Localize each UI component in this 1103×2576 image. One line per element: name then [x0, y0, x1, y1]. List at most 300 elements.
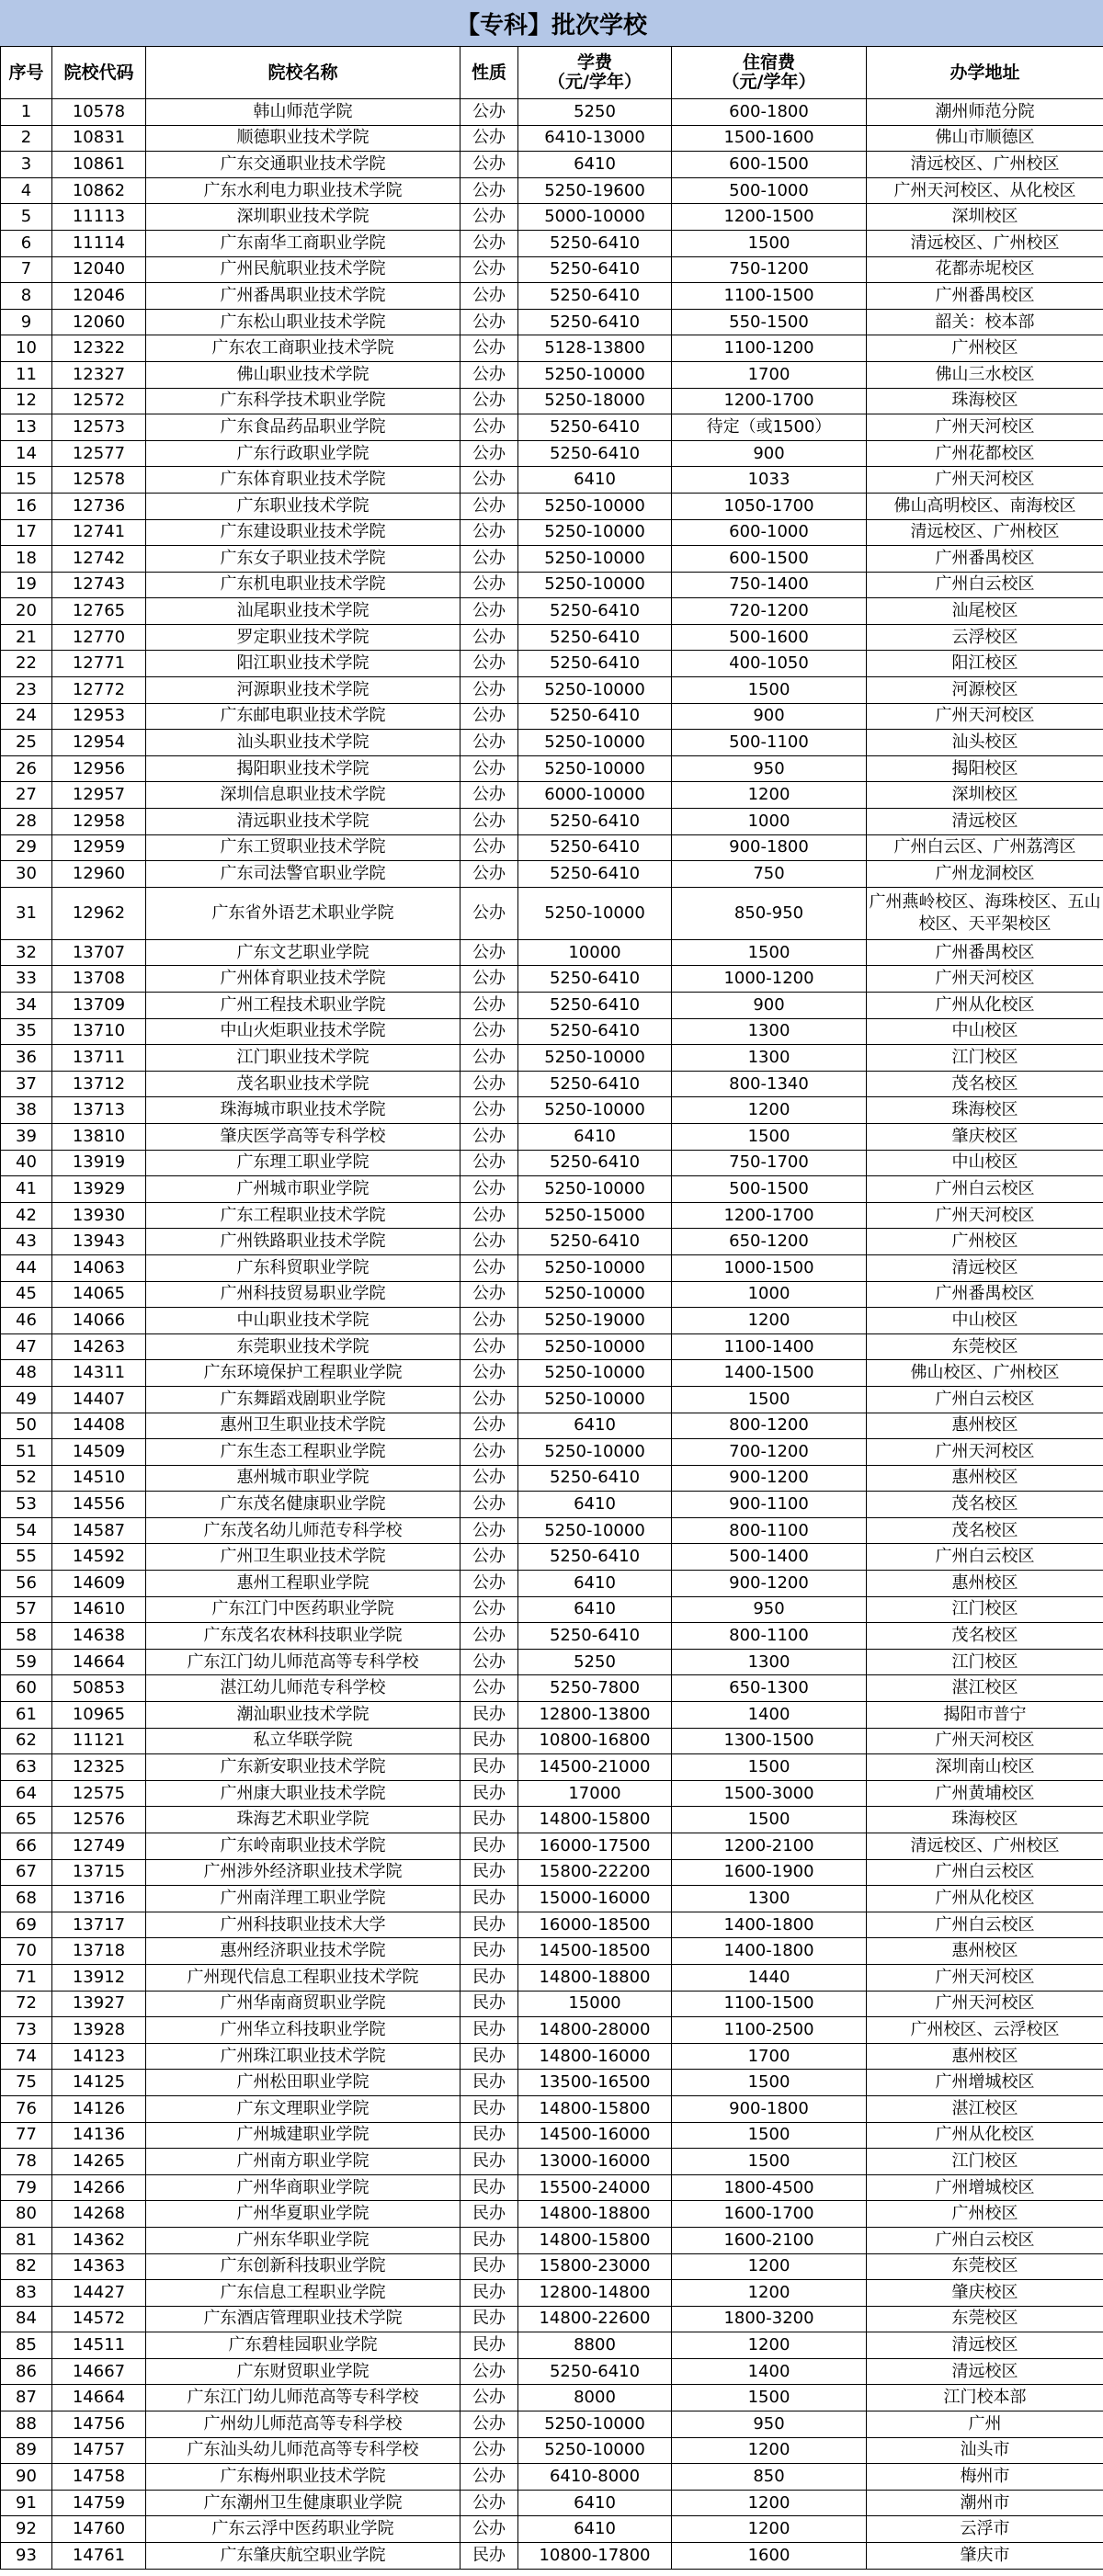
table-row — [1, 1702, 1103, 1729]
cell-code: 12325 — [52, 1754, 146, 1781]
cell-address: 潮州市 — [867, 2490, 1103, 2516]
cell-tuition: 6410 — [518, 1413, 672, 1439]
cell-lodging: 750-1200 — [672, 256, 867, 283]
cell-tuition: 5250-6410 — [518, 1150, 672, 1176]
cell-name: 广东水利电力职业技术学院 — [146, 177, 461, 204]
table-row — [1, 2385, 1103, 2411]
table-row — [1, 2516, 1103, 2543]
table-body — [1, 99, 1103, 2570]
table-row — [1, 2332, 1103, 2359]
cell-seq: 33 — [1, 966, 52, 993]
cell-name: 肇庆医学高等专科学校 — [146, 1123, 461, 1150]
cell-lodging: 720-1200 — [672, 598, 867, 625]
cell-code: 12578 — [52, 467, 146, 494]
table-row — [1, 1754, 1103, 1781]
cell-tuition: 5250-6410 — [518, 809, 672, 835]
cell-name: 汕尾职业技术学院 — [146, 598, 461, 625]
cell-code: 14362 — [52, 2227, 146, 2253]
cell-type: 公办 — [461, 677, 518, 704]
cell-name: 广东工程职业技术学院 — [146, 1202, 461, 1229]
cell-lodging: 400-1050 — [672, 651, 867, 677]
cell-lodging: 1400-1500 — [672, 1360, 867, 1387]
cell-tuition: 14500-16000 — [518, 2122, 672, 2149]
cell-lodging: 750 — [672, 861, 867, 888]
cell-address: 广州天河校区 — [867, 1202, 1103, 1229]
cell-name: 广东职业技术学院 — [146, 493, 461, 519]
cell-lodging: 1400 — [672, 1702, 867, 1729]
cell-address: 江门校区 — [867, 2149, 1103, 2175]
cell-name: 广东茂名幼儿师范专科学校 — [146, 1517, 461, 1544]
cell-address: 广州天河校区 — [867, 703, 1103, 730]
cell-lodging: 1500-1600 — [672, 125, 867, 152]
cell-type: 公办 — [461, 256, 518, 283]
cell-seq: 66 — [1, 1833, 52, 1860]
cell-seq: 56 — [1, 1571, 52, 1597]
table-row — [1, 204, 1103, 231]
cell-code: 13929 — [52, 1176, 146, 1203]
cell-lodging: 550-1500 — [672, 309, 867, 335]
cell-address: 佛山高明校区、南海校区 — [867, 493, 1103, 519]
cell-address: 广州黄埔校区 — [867, 1780, 1103, 1807]
cell-name: 广东新安职业技术学院 — [146, 1754, 461, 1781]
cell-code: 12573 — [52, 414, 146, 441]
cell-type: 公办 — [461, 1623, 518, 1650]
cell-code: 14761 — [52, 2543, 146, 2570]
cell-seq: 7 — [1, 256, 52, 283]
cell-code: 13717 — [52, 1912, 146, 1938]
cell-lodging: 950 — [672, 2411, 867, 2438]
table-row — [1, 2122, 1103, 2149]
cell-type: 公办 — [461, 1517, 518, 1544]
cell-name: 广东司法警官职业学院 — [146, 861, 461, 888]
cell-type: 公办 — [461, 2464, 518, 2491]
cell-address: 广州白云校区 — [867, 572, 1103, 598]
cell-lodging: 1200 — [672, 2437, 867, 2464]
cell-name: 广东肇庆航空职业学院 — [146, 2543, 461, 2570]
table-row — [1, 440, 1103, 467]
cell-code: 13708 — [52, 966, 146, 993]
cell-tuition: 6410 — [518, 2516, 672, 2543]
cell-type: 公办 — [461, 2516, 518, 2543]
cell-address: 梅州市 — [867, 2464, 1103, 2491]
table-row — [1, 1938, 1103, 1965]
cell-seq: 91 — [1, 2490, 52, 2516]
cell-address: 惠州校区 — [867, 1938, 1103, 1965]
table-row — [1, 1675, 1103, 1702]
cell-tuition: 5250-10000 — [518, 2437, 672, 2464]
cell-address: 深圳校区 — [867, 782, 1103, 809]
cell-code: 14510 — [52, 1465, 146, 1492]
cell-code: 14125 — [52, 2070, 146, 2096]
cell-seq: 71 — [1, 1964, 52, 1991]
cell-address: 广州校区 — [867, 335, 1103, 362]
table-row — [1, 1333, 1103, 1360]
cell-tuition: 15000-16000 — [518, 1886, 672, 1912]
table-row — [1, 1596, 1103, 1623]
table-row — [1, 1097, 1103, 1124]
table-row — [1, 493, 1103, 519]
cell-address: 广州校区 — [867, 2201, 1103, 2228]
cell-type: 公办 — [461, 230, 518, 256]
cell-tuition: 5250-6410 — [518, 966, 672, 993]
cell-code: 12577 — [52, 440, 146, 467]
cell-lodging: 1440 — [672, 1964, 867, 1991]
cell-tuition: 5250-10000 — [518, 1281, 672, 1308]
cell-name: 广东茂名农林科技职业学院 — [146, 1623, 461, 1650]
cell-type: 公办 — [461, 388, 518, 414]
cell-name: 广州华立科技职业学院 — [146, 2017, 461, 2044]
table-row — [1, 546, 1103, 573]
cell-name: 广东碧桂园职业学院 — [146, 2332, 461, 2359]
cell-seq: 35 — [1, 1018, 52, 1045]
cell-type: 民办 — [461, 2043, 518, 2070]
cell-lodging: 650-1300 — [672, 1675, 867, 1702]
cell-name: 广州番禺职业技术学院 — [146, 283, 461, 310]
table-row — [1, 414, 1103, 441]
cell-type: 民办 — [461, 1728, 518, 1754]
cell-address: 清远校区、广州校区 — [867, 519, 1103, 546]
cell-tuition: 17000 — [518, 1780, 672, 1807]
table-row — [1, 1859, 1103, 1886]
cell-type: 公办 — [461, 546, 518, 573]
cell-tuition: 5250-6410 — [518, 598, 672, 625]
cell-address: 清远校区、广州校区 — [867, 1833, 1103, 1860]
cell-tuition: 14500-21000 — [518, 1754, 672, 1781]
cell-name: 广州卫生职业技术学院 — [146, 1544, 461, 1571]
cell-code: 50853 — [52, 1675, 146, 1702]
cell-seq: 70 — [1, 1938, 52, 1965]
cell-code: 14268 — [52, 2201, 146, 2228]
cell-tuition: 5250-10000 — [518, 519, 672, 546]
cell-name: 广州涉外经济职业技术学院 — [146, 1859, 461, 1886]
cell-address: 广州燕岭校区、海珠校区、五山校区、天平架校区 — [867, 887, 1103, 939]
cell-lodging: 1400-1800 — [672, 1938, 867, 1965]
cell-type: 公办 — [461, 1229, 518, 1255]
cell-address: 广州花都校区 — [867, 440, 1103, 467]
cell-name: 中山火炬职业技术学院 — [146, 1018, 461, 1045]
cell-tuition: 5250-10000 — [518, 1360, 672, 1387]
cell-address: 清远校区 — [867, 809, 1103, 835]
cell-lodging: 650-1200 — [672, 1229, 867, 1255]
table-row — [1, 2306, 1103, 2332]
cell-name: 广东省外语艺术职业学院 — [146, 887, 461, 939]
cell-tuition: 5250-10000 — [518, 887, 672, 939]
cell-seq: 39 — [1, 1123, 52, 1150]
cell-address: 茂名校区 — [867, 1517, 1103, 1544]
cell-seq: 9 — [1, 309, 52, 335]
cell-address: 惠州校区 — [867, 1465, 1103, 1492]
cell-address: 佛山市顺德区 — [867, 125, 1103, 152]
cell-name: 广东生态工程职业学院 — [146, 1439, 461, 1466]
cell-lodging: 1100-1200 — [672, 335, 867, 362]
table-row — [1, 2490, 1103, 2516]
cell-code: 14509 — [52, 1439, 146, 1466]
table-row — [1, 1780, 1103, 1807]
cell-seq: 88 — [1, 2411, 52, 2438]
cell-lodging: 1400-1800 — [672, 1912, 867, 1938]
cell-seq: 62 — [1, 1728, 52, 1754]
cell-name: 广州华商职业学院 — [146, 2174, 461, 2201]
cell-type: 公办 — [461, 467, 518, 494]
table-row — [1, 2095, 1103, 2122]
cell-type: 公办 — [461, 1176, 518, 1203]
cell-lodging: 1300 — [672, 1649, 867, 1675]
cell-type: 公办 — [461, 572, 518, 598]
cell-lodging: 600-1500 — [672, 546, 867, 573]
header-address: 办学地址 — [867, 47, 1103, 99]
cell-lodging: 800-1200 — [672, 1413, 867, 1439]
cell-name: 广州南方职业学院 — [146, 2149, 461, 2175]
cell-address: 广州天河校区 — [867, 414, 1103, 441]
cell-lodging: 900-1200 — [672, 1571, 867, 1597]
cell-lodging: 1600-2100 — [672, 2227, 867, 2253]
cell-type: 公办 — [461, 809, 518, 835]
cell-lodging: 1100-1400 — [672, 1333, 867, 1360]
table-row — [1, 2358, 1103, 2385]
cell-address: 东莞校区 — [867, 2253, 1103, 2280]
table-row — [1, 1150, 1103, 1176]
cell-tuition: 5250 — [518, 1649, 672, 1675]
cell-address: 花都赤坭校区 — [867, 256, 1103, 283]
cell-address: 广州白云校区 — [867, 1859, 1103, 1886]
cell-tuition: 15500-24000 — [518, 2174, 672, 2201]
cell-type: 公办 — [461, 1018, 518, 1045]
cell-name: 广东茂名健康职业学院 — [146, 1492, 461, 1518]
cell-seq: 64 — [1, 1780, 52, 1807]
cell-type: 公办 — [461, 1649, 518, 1675]
cell-lodging: 900-1100 — [672, 1492, 867, 1518]
cell-type: 公办 — [461, 624, 518, 651]
cell-name: 广州南洋理工职业学院 — [146, 1886, 461, 1912]
cell-tuition: 10800-16800 — [518, 1728, 672, 1754]
cell-type: 公办 — [461, 125, 518, 152]
cell-code: 14587 — [52, 1517, 146, 1544]
cell-tuition: 5250-6410 — [518, 861, 672, 888]
cell-seq: 17 — [1, 519, 52, 546]
cell-address: 东莞校区 — [867, 2306, 1103, 2332]
cell-seq: 86 — [1, 2358, 52, 2385]
cell-code: 12322 — [52, 335, 146, 362]
cell-seq: 22 — [1, 651, 52, 677]
cell-name: 私立华联学院 — [146, 1728, 461, 1754]
cell-lodging: 950 — [672, 755, 867, 782]
cell-tuition: 5250-6410 — [518, 1623, 672, 1650]
cell-name: 广东潮州卫生健康职业学院 — [146, 2490, 461, 2516]
cell-code: 12575 — [52, 1780, 146, 1807]
cell-lodging: 900-1800 — [672, 2095, 867, 2122]
cell-address: 汕头市 — [867, 2437, 1103, 2464]
cell-tuition: 5250-6410 — [518, 1018, 672, 1045]
table-row — [1, 1571, 1103, 1597]
cell-name: 揭阳职业技术学院 — [146, 755, 461, 782]
cell-type: 民办 — [461, 1807, 518, 1833]
cell-seq: 68 — [1, 1886, 52, 1912]
cell-seq: 23 — [1, 677, 52, 704]
cell-address: 广州增城校区 — [867, 2070, 1103, 2096]
cell-name: 广州华南商贸职业学院 — [146, 1991, 461, 2017]
cell-code: 14511 — [52, 2332, 146, 2359]
table-row — [1, 1465, 1103, 1492]
cell-lodging: 1500 — [672, 1754, 867, 1781]
table-row — [1, 283, 1103, 310]
cell-code: 12771 — [52, 651, 146, 677]
table-row — [1, 1833, 1103, 1860]
cell-seq: 63 — [1, 1754, 52, 1781]
cell-seq: 34 — [1, 993, 52, 1019]
cell-code: 12736 — [52, 493, 146, 519]
cell-type: 公办 — [461, 1596, 518, 1623]
cell-address: 广州从化校区 — [867, 1886, 1103, 1912]
cell-code: 14572 — [52, 2306, 146, 2332]
cell-lodging: 1500 — [672, 1807, 867, 1833]
cell-name: 珠海城市职业技术学院 — [146, 1097, 461, 1124]
cell-type: 公办 — [461, 1439, 518, 1466]
cell-code: 10578 — [52, 99, 146, 126]
cell-seq: 81 — [1, 2227, 52, 2253]
cell-address: 广州天河校区 — [867, 467, 1103, 494]
cell-name: 广东环境保护工程职业学院 — [146, 1360, 461, 1387]
cell-name: 广东科贸职业学院 — [146, 1254, 461, 1281]
cell-tuition: 5250-6410 — [518, 230, 672, 256]
cell-name: 广州东华职业学院 — [146, 2227, 461, 2253]
cell-address: 佛山校区、广州校区 — [867, 1360, 1103, 1387]
cell-name: 茂名职业技术学院 — [146, 1071, 461, 1097]
cell-name: 汕头职业技术学院 — [146, 730, 461, 756]
cell-lodging: 1033 — [672, 467, 867, 494]
cell-lodging: 800-1100 — [672, 1517, 867, 1544]
cell-tuition: 5250-6410 — [518, 283, 672, 310]
cell-address: 广州番禺校区 — [867, 546, 1103, 573]
cell-code: 12040 — [52, 256, 146, 283]
cell-address: 江门校区 — [867, 1649, 1103, 1675]
cell-seq: 15 — [1, 467, 52, 494]
table-row — [1, 993, 1103, 1019]
cell-name: 广东女子职业技术学院 — [146, 546, 461, 573]
cell-tuition: 5250-10000 — [518, 730, 672, 756]
cell-type: 公办 — [461, 782, 518, 809]
cell-name: 江门职业技术学院 — [146, 1045, 461, 1072]
table-row — [1, 1202, 1103, 1229]
cell-seq: 37 — [1, 1071, 52, 1097]
cell-seq: 74 — [1, 2043, 52, 2070]
cell-seq: 24 — [1, 703, 52, 730]
cell-name: 深圳信息职业技术学院 — [146, 782, 461, 809]
cell-address: 珠海校区 — [867, 1807, 1103, 1833]
header-seq: 序号 — [1, 47, 52, 99]
cell-seq: 4 — [1, 177, 52, 204]
cell-type: 民办 — [461, 2070, 518, 2096]
cell-code: 13710 — [52, 1018, 146, 1045]
cell-name: 广东食品药品职业学院 — [146, 414, 461, 441]
cell-seq: 46 — [1, 1308, 52, 1334]
cell-lodging: 1500 — [672, 1123, 867, 1150]
cell-address: 广州白云校区 — [867, 2227, 1103, 2253]
cell-address: 揭阳市普宁 — [867, 1702, 1103, 1729]
table-row — [1, 335, 1103, 362]
cell-tuition: 13500-16500 — [518, 2070, 672, 2096]
cell-address: 揭阳校区 — [867, 755, 1103, 782]
table-row — [1, 256, 1103, 283]
cell-tuition: 14500-18500 — [518, 1938, 672, 1965]
table-row — [1, 177, 1103, 204]
cell-type: 公办 — [461, 1071, 518, 1097]
table-row — [1, 730, 1103, 756]
cell-address: 广州白云校区 — [867, 1544, 1103, 1571]
cell-tuition: 8800 — [518, 2332, 672, 2359]
cell-address: 惠州校区 — [867, 2043, 1103, 2070]
cell-tuition: 5128-13800 — [518, 335, 672, 362]
cell-name: 广东岭南职业技术学院 — [146, 1833, 461, 1860]
cell-name: 广东机电职业技术学院 — [146, 572, 461, 598]
cell-type: 公办 — [461, 1045, 518, 1072]
cell-name: 广东财贸职业学院 — [146, 2358, 461, 2385]
table-row — [1, 1544, 1103, 1571]
cell-type: 民办 — [461, 2174, 518, 2201]
cell-name: 广东信息工程职业学院 — [146, 2280, 461, 2307]
cell-address: 云浮市 — [867, 2516, 1103, 2543]
cell-name: 湛江幼儿师范专科学校 — [146, 1675, 461, 1702]
cell-name: 广东文艺职业学院 — [146, 939, 461, 966]
cell-type: 民办 — [461, 2201, 518, 2228]
cell-code: 13711 — [52, 1045, 146, 1072]
cell-type: 公办 — [461, 861, 518, 888]
cell-type: 公办 — [461, 152, 518, 178]
cell-code: 12958 — [52, 809, 146, 835]
cell-address: 广州白云校区 — [867, 1912, 1103, 1938]
cell-type: 公办 — [461, 1254, 518, 1281]
cell-type: 民办 — [461, 2149, 518, 2175]
cell-code: 11113 — [52, 204, 146, 231]
cell-type: 公办 — [461, 283, 518, 310]
cell-seq: 5 — [1, 204, 52, 231]
cell-seq: 51 — [1, 1439, 52, 1466]
cell-type: 公办 — [461, 651, 518, 677]
table-row — [1, 1360, 1103, 1387]
cell-type: 公办 — [461, 730, 518, 756]
cell-code: 14664 — [52, 1649, 146, 1675]
cell-tuition: 5000-10000 — [518, 204, 672, 231]
table-row — [1, 125, 1103, 152]
cell-name: 广东农工商职业技术学院 — [146, 335, 461, 362]
table-row — [1, 467, 1103, 494]
cell-code: 14066 — [52, 1308, 146, 1334]
cell-name: 东莞职业技术学院 — [146, 1333, 461, 1360]
cell-seq: 50 — [1, 1413, 52, 1439]
cell-lodging: 1300-1500 — [672, 1728, 867, 1754]
cell-code: 12742 — [52, 546, 146, 573]
cell-code: 13930 — [52, 1202, 146, 1229]
cell-code: 14263 — [52, 1333, 146, 1360]
cell-lodging: 1500 — [672, 677, 867, 704]
cell-tuition: 5250-18000 — [518, 388, 672, 414]
cell-seq: 1 — [1, 99, 52, 126]
cell-tuition: 5250-10000 — [518, 1333, 672, 1360]
cell-tuition: 12800-14800 — [518, 2280, 672, 2307]
cell-tuition: 5250-19000 — [518, 1308, 672, 1334]
cell-lodging: 1600-1900 — [672, 1859, 867, 1886]
cell-seq: 58 — [1, 1623, 52, 1650]
cell-lodging: 1600 — [672, 2543, 867, 2570]
cell-lodging: 1000 — [672, 809, 867, 835]
cell-type: 公办 — [461, 939, 518, 966]
cell-type: 民办 — [461, 1859, 518, 1886]
cell-type: 公办 — [461, 414, 518, 441]
cell-seq: 45 — [1, 1281, 52, 1308]
table-row — [1, 1018, 1103, 1045]
cell-name: 广东科学技术职业学院 — [146, 388, 461, 414]
cell-name: 广东邮电职业技术学院 — [146, 703, 461, 730]
schools-table — [0, 46, 1103, 2570]
